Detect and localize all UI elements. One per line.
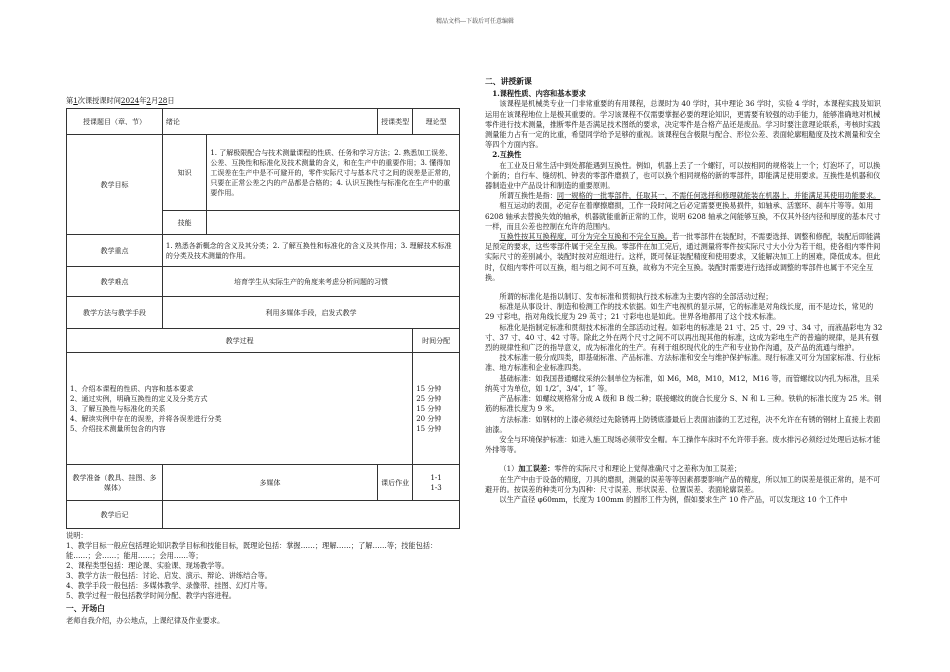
paragraph-error [485,464,883,474]
lesson-plan-table [66,108,460,529]
prep-label: 教学准备（教具、挂图、多媒体） [67,465,163,501]
type-label: 授课类型 [378,109,413,135]
paragraph: 方法标准：如钢材的上漆必须经过先除锈再上防锈底漆最后上表面油漆的工艺过程，决不允许在有锈的钢材上直接上表面油漆。 [485,414,881,434]
left-page [66,96,460,626]
explain-item: 2、课程类型包括：理论课、实验课、现场教学等。 [66,561,229,570]
process-time: 15 分钟 [416,384,442,393]
paragraph: 该课程是机械类专业一门非常重要的有用课程，总课时为 40 学时，其中理论 36 学时，实验 4 学时，本课程实践及知识运用在该课程地位上是极其重要的。学习该课程不仅需要掌握必要的理论知识，更需要有较强的动手能力，能够准确地对机械零件进行技术测量，推断零件是否满足技术图纸的要求，决定零件是合格产品还是废品。学习时要注意理论联系，考核时实践测量能力占有一定的比重，希望同学给予足够的重视。该课程包含极限与配合、形位公差、表面轮廓粗糙度及技术测量和安全等四个方面内容。 [485,99,881,150]
section1-text: 老师自我介绍，办公地点，上课纪律及作业要求。 [66,616,225,625]
method-text: 利用多媒体手段，启发式教学 [162,297,459,329]
paragraph: 以生产直径 φ60mm，长度为 100mm 的圆形工件为例，假如要求生产 10 件产品，可以发现这 10 个工件中 [499,494,848,504]
section2-title: 二、讲授新课 [485,77,532,86]
header-note: 精品文档---下载后可任意编辑 [435,18,515,25]
topic-value: 绪论 [162,109,377,135]
difficulty-text: 培育学生从实际生产的角度来考虑分析问题的习惯 [162,267,459,297]
paragraph: 标准是从事设计、制造和检测工作的技术依据。如生产电视机的显示屏，它的标准是对角线长度，而不是边长，常见的 29 寸彩电，指对角线长度为 29 英寸；21 寸彩电也是如此。世界各地都用了这个技术标准。 [485,302,874,322]
process-item: 5、介绍技术测量所包含的内容 [70,424,166,433]
topic-label: 授课题目（章、节） [67,109,163,135]
process-item: 4、解读实例中存在的误差，并将各误差进行分类 [70,414,222,423]
skill-label: 技能 [162,211,206,235]
session-month-suffix: 月 [151,96,159,105]
prep-text: 多媒体 [162,465,377,501]
notes-text [162,501,459,529]
homework-label: 课后作业 [378,465,413,501]
paragraph: 在生产中由于设备的精度，刀具的磨损，测量的误差等等因素都要影响产品的精度，所以加工的误差是很正常的，是不可避开的。按误差的种类可分为四种：尺寸误差、形状误差、位置误差、表面轮廓误差。 [485,474,881,494]
session-line [66,96,460,106]
types-text: 若一批零部件在装配时，不需要选择、调整和修配，装配后即能满足预定的要求，这些零部件属于完全互换。零部件在加工完后，通过测量将零件按实际尺寸大小分为若干组，使各组内零件间实际尺寸的差别减小，装配时按对应组进行。这样，既可保证装配精度和使用要求，又能解决加工上的困难，降低成本。但此时，仅组内零件可以互换，组与组之间不可互换，故称为不完全互换。装配时需要进行选择或调整的零部件也属于不完全互换。 [485,232,881,282]
error-definition: 零件的实际尺寸和理论上觉得准确尺寸之差称为加工误差； [554,464,742,474]
paragraph: 标准化是指制定标准和贯彻技术标准的全部活动过程。如彩电的标准是 21 寸、25 寸、29 寸、34 寸，而液晶彩电为 32 寸、37 寸、40 寸、42 寸等。除此之外在两个尺寸之间不可以再出现其他的标准，这成为彩电生产的普遍的规律，是具有强烈的规律性和广泛的指导意义，成为标准化的生产。有利于组织现代化的生产和专业协作沟通，及产品的流通与维护。 [485,322,883,353]
process-time: 15 分钟 [416,424,442,433]
process-time: 20 分钟 [416,414,442,423]
definition-lead: 所谓互换性是指： [499,191,557,201]
session-day: 28 [158,96,168,105]
process-item: 3、了解互换性与标准化的关系 [70,404,166,413]
paragraph-definition [485,191,883,201]
process-list [67,353,413,465]
homework-list [413,465,460,501]
process-time: 25 分钟 [416,394,442,403]
process-item: 1、介绍本课程的性质、内容和基本要求 [70,384,194,393]
paragraph: 产品标准：如螺纹规格常分成 A 级和 B 级二种；联接螺纹的旋合长度分 S、N 和 L 三种。铁轨的标准长度为 25 米。钢筋的标准长度为 9 米。 [485,394,882,414]
session-year-suffix: 年 [139,96,147,105]
key-label: 教学重点 [67,235,163,267]
paragraph: 在工业及日常生活中到处都能遇到互换性。例如，机器上丢了一个螺钉，可以按相同的规格装上一个；灯泡坏了，可以换个新的；自行车、缝纫机、钟表的零部件磨损了，也可以换个相同规格的新的零部件，即能满足使用要求。互换性是机器和仪器制造业中产品设计和制造的重要原则。 [485,160,881,191]
method-label: 教学方法与教学手段 [67,297,163,329]
time-label: 时间分配 [413,329,460,353]
key-text: 1. 熟悉各新概念的含义及其分类；2. 了解互换性和标准化的含义及其作用；3. 理解技术标准的分类及技术测量的作用。 [162,235,459,267]
paragraph: 所谓的标准化是指以制订、发布标准和贯彻执行技术标准为主要内容的全部活动过程； [499,292,773,302]
process-label: 教学过程 [67,329,413,353]
explain-title: 说明： [66,531,88,540]
section1-title: 一、开场白 [66,604,105,613]
goals-label: 教学目标 [67,135,163,235]
session-month: 2 [146,96,151,105]
session-prefix: 第 [66,96,74,105]
error-number: （1） [499,464,519,474]
process-item: 2、通过实例，明确互换性的定义及分类方式 [70,394,208,403]
explain-item: 3、教学方法一般包括：讨论、启发、演示、辩论、讲练结合等。 [66,571,272,580]
session-mid: 次课授课时间 [77,96,121,105]
homework-item: 1-3 [430,483,442,492]
error-term: 加工误差： [518,464,555,474]
explain-block [66,531,460,601]
session-year: 2024 [120,96,140,105]
difficulty-label: 教学难点 [67,267,163,297]
paragraph: 技术标准一般分成四类，即基础标准、产品标准、方法标准和安全与维护保护标准。现行标准又可分为国家标准、行业标准、地方标准和企业标准四类。 [485,353,881,373]
type-value: 理论型 [413,109,460,135]
explain-item: 4、教学手段一般包括：多媒体教学、录像带、挂图、幻灯片等。 [66,581,272,590]
homework-item: 1-1 [430,473,442,482]
process-time: 15 分钟 [416,404,442,413]
skill-text [207,211,460,235]
process-times [413,353,460,465]
session-number: 1 [73,96,78,105]
knowledge-text: 1. 了解极限配合与技术测量课程的性质、任务和学习方法；2. 熟悉加工误差、公差、互换性和标准化及技术测量的含义，和在生产中的重要作用；3. 懂得加工误差在生产中是不可避开的，零件实际尺寸与基本尺寸之间的误差是正常的，只要在正常公差之内的产品都是合格的；4. 认识互换性与标准化在生产中的重要作用。 [207,135,460,211]
paragraph: 相互运动的表面，必定存在着摩擦磨损，工作一段时间之后必定需要更换易损件，如轴承、活塞环、刹车片等等。如用 6208 轴承去替换失效的轴承，机器就能重新正常的工作，说明 6208 轴承之间能够互换，不仅其外径内径和厚度的基本尺寸一样，而且公差也控制在允许的范围内。 [485,201,881,231]
right-page [485,74,883,505]
session-day-suffix: 日 [167,96,175,105]
knowledge-label: 知识 [162,135,206,211]
paragraph: 安全与环境保护标准：如进入施工现场必须带安全帽。车工操作车床时不允许带手套。废水排污必须经过处理后达标才能外排等等。 [485,434,881,455]
subheading-interchangeability: 2.互换性 [492,150,522,160]
types-lead: 互换性按其互换程度，可分为完全互换和不完全互换。 [499,232,672,242]
paragraph: 基础标准：如我国普通螺纹采纳公制单位为标准，如 M6，M8，M10，M12，M16 等，而管螺纹以内孔为标准，且采纳英寸为单位，如 1/2″，3/4″，1″ 等。 [485,373,880,393]
paragraph-types [485,232,883,283]
explain-item: 5、教学过程一般包括教学时间分配、教学内容进程。 [66,591,236,600]
subheading-course: 1.课程性质、内容和基本要求 [492,89,586,99]
notes-label: 教学后记 [67,501,163,529]
definition-text: 同一规格的一批零部件，任取其一，不需任何选择和修理就能装在机器上，并能满足其使用功能要求。 [556,191,881,201]
explain-item: 1、教学目标一般应包括理论知识教学目标和技能目标，既理论包括：掌握……；理解……；了解……等；技能包括：能……；会……；能用……；会用……等； [66,541,438,560]
